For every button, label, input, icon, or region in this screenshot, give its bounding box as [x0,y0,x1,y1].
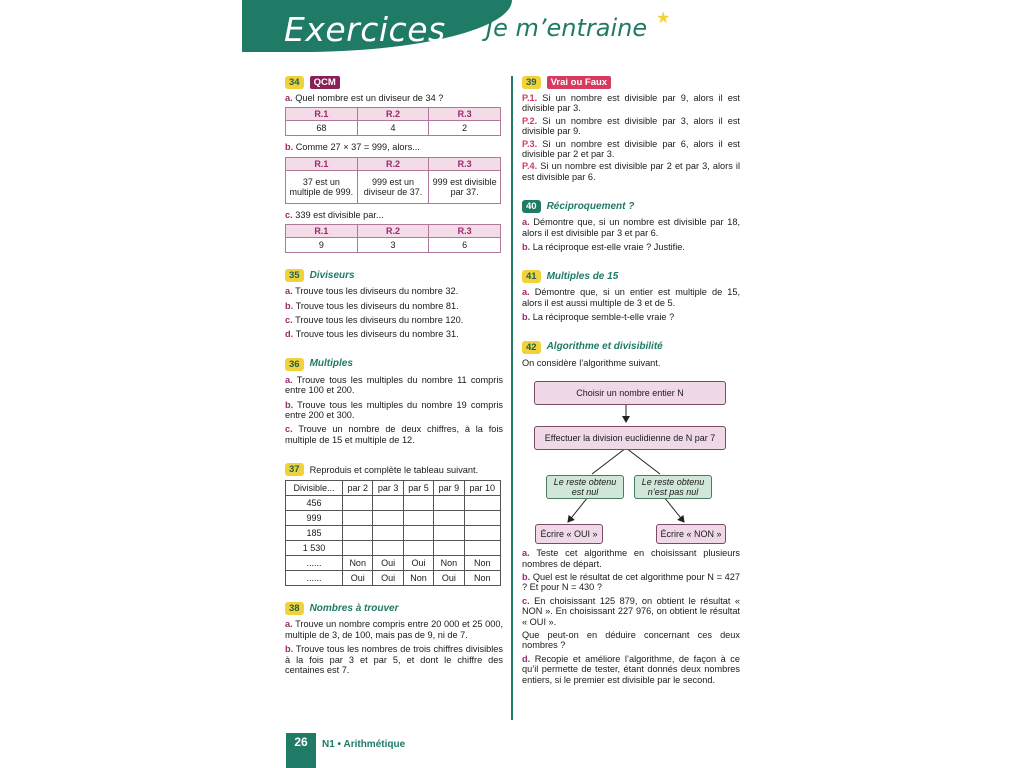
question-text: Comme 27 × 37 = 999, alors... [295,142,420,153]
question-label: a. [285,93,293,103]
table-row [286,496,501,511]
exercise-number: 35 [285,269,304,282]
question-text: Teste cet algorithme en choisissant plusieurs nombres de départ. [522,548,741,569]
exercise-title: Multiples [309,358,353,370]
table-header: par 10 [464,481,500,496]
question-label: a. [522,287,530,298]
exercise-number: 41 [522,270,541,283]
table-cell [373,511,403,526]
question [522,596,740,627]
algorithm-flowchart [522,372,740,540]
exercise-41-header [522,270,740,283]
question [285,301,503,311]
column-divider [511,76,513,720]
question [285,142,503,152]
flow-output-oui: Écrire « OUI » [535,524,603,544]
page-title: Exercices [284,10,446,49]
question [522,287,740,308]
question-label: b. [285,300,294,311]
qcm-header: R.2 [357,157,429,170]
table-cell: 999 [286,511,343,526]
question-label: c. [522,595,530,606]
proposition-label: P.1. [522,93,538,103]
table-cell: 456 [286,496,343,511]
left-column [285,76,503,679]
question [285,93,503,103]
question-text: Trouve un nombre de deux chiffres, à la fois multiple de 15 et multiple de 12. [285,424,503,445]
table-header: par 3 [373,481,403,496]
question [285,210,503,220]
question [285,375,503,396]
table-cell [403,496,433,511]
question [522,572,740,593]
question-text: Que peut-on en déduire concernant ces deux nombres ? [522,629,740,651]
exercise-instruction: Reproduis et complète le tableau suivant. [309,464,479,475]
proposition-text: Si un nombre est divisible par 9, alors il est divisible par 3. [522,93,740,114]
question-text: Trouve tous les multiples du nombre 19 compris entre 200 et 300. [285,399,504,421]
table-cell [343,526,373,541]
question-label: d. [522,653,531,664]
proposition [522,93,740,114]
question-label: a. [285,374,293,385]
question [522,242,740,252]
table-header: Divisible... [286,481,343,496]
exercise-34-header [285,76,503,89]
table-cell [343,541,373,556]
question-label: c. [285,209,293,220]
table-cell: Oui [403,556,433,571]
question-text: 339 est divisible par... [295,209,384,220]
table-cell: Oui [343,571,373,586]
exercise-40-header [522,200,740,213]
question-text: Trouve tous les diviseurs du nombre 120. [295,315,464,326]
flow-condition-zero: Le reste obtenu est nul [546,475,624,499]
question-label: a. [285,619,293,630]
exercise-number: 42 [522,341,541,354]
qcm-header: R.2 [357,108,429,121]
table-row [286,556,501,571]
question-text: Quel nombre est un diviseur de 34 ? [295,93,444,103]
exercise-37-header [285,463,503,476]
question-text: La réciproque semble-t-elle vraie ? [532,312,675,323]
exercise-number: 39 [522,76,541,89]
exercise-42-header [522,341,740,354]
question-label: a. [285,286,293,297]
table-cell: 185 [286,526,343,541]
proposition-text: Si un nombre est divisible par 6, alors il est divisible par 2 et par 3. [522,138,740,160]
table-cell [434,541,464,556]
table-cell: Oui [434,571,464,586]
flow-output-non: Écrire « NON » [656,524,726,544]
question [285,315,503,325]
question-text: Quel est le résultat de cet algorithme pour N = 427 ? Et pour N = 430 ? [522,571,740,593]
exercise-36-header [285,358,503,371]
exercise-39-header [522,76,740,89]
qcm-header: R.3 [429,157,501,170]
question-text: Démontre que, si un nombre est divisible par 18, alors il est divisible par 3 et par 6. [522,217,740,238]
table-row [286,541,501,556]
question [522,630,740,651]
table-row [286,526,501,541]
table-cell: 1 530 [286,541,343,556]
qcm-table-a [285,107,501,136]
table-cell [403,511,433,526]
exercise-38-header [285,602,503,615]
page-subtitle: Je m’entraine [486,14,648,42]
qcm-header: R.3 [429,225,501,238]
question [522,548,740,569]
qcm-answer: 37 est un multiple de 999. [286,170,358,203]
table-cell [403,526,433,541]
table-cell [464,496,500,511]
table-row [286,571,501,586]
table-cell: ...... [286,556,343,571]
table-cell [343,496,373,511]
qcm-answer: 4 [357,121,429,136]
qcm-answer: 999 est un diviseur de 37. [357,170,429,203]
star-icon: ★ [656,10,671,27]
table-cell [434,511,464,526]
proposition-text: Si un nombre est divisible par 2 et par 3, alors il est divisible par 6. [522,161,740,182]
question-label: a. [522,548,530,559]
qcm-header: R.3 [429,108,501,121]
question-text: Trouve tous les diviseurs du nombre 31. [295,329,459,340]
table-header: par 5 [403,481,433,496]
table-cell [373,496,403,511]
exercise-intro: On considère l’algorithme suivant. [522,357,661,368]
question-text: Trouve tous les multiples du nombre 11 compris entre 100 et 200. [285,374,503,396]
question-text: Démontre que, si un entier est multiple de 15, alors il est aussi multiple de 3 et de 5. [522,287,740,308]
exercise-tag: QCM [310,76,340,89]
exercise-number: 40 [522,200,541,213]
divisibility-table [285,480,501,586]
question [285,644,503,675]
flow-step-divide: Effectuer la division euclidienne de N par 7 [534,426,726,450]
table-header: par 2 [343,481,373,496]
question-label: b. [285,399,294,410]
exercise-number: 34 [285,76,304,89]
question [522,312,740,322]
qcm-answer: 68 [286,121,358,136]
question-label: c. [285,424,293,435]
question [285,400,503,421]
table-cell: Non [403,571,433,586]
table-cell [464,511,500,526]
exercise-number: 36 [285,358,304,371]
proposition-label: P.4. [522,161,538,172]
question-text: Trouve un nombre compris entre 20 000 et 25 000, multiple de 3, de 100, mais pas de 9, ni de 7. [285,619,503,640]
qcm-header: R.1 [286,108,358,121]
table-cell: Oui [373,571,403,586]
table-cell [464,541,500,556]
question [285,619,503,640]
proposition-text: Si un nombre est divisible par 3, alors il est divisible par 9. [522,115,740,137]
exercise-35-header [285,269,503,282]
table-cell [343,511,373,526]
exercise-title: Multiples de 15 [546,270,619,282]
question [285,286,503,296]
table-header: par 9 [434,481,464,496]
qcm-header: R.1 [286,225,358,238]
question-label: b. [522,571,531,582]
question-label: b. [522,312,531,323]
exercise-title: Algorithme et divisibilité [546,340,663,352]
question [285,329,503,339]
question-label: b. [522,242,531,253]
question-text: En choisissant 125 879, on obtient le résultat « NON ». En choisissant 227 976, on obtient le résultat « OUI ». [522,595,741,627]
table-cell: Non [464,571,500,586]
qcm-answer: 3 [357,238,429,253]
table-cell: Non [464,556,500,571]
table-cell [464,526,500,541]
exercise-title: Nombres à trouver [309,602,399,614]
proposition [522,139,740,160]
table-cell: Non [343,556,373,571]
qcm-answer: 6 [429,238,501,253]
proposition-label: P.3. [522,138,538,149]
table-cell [403,541,433,556]
flow-step-choose: Choisir un nombre entier N [534,381,726,405]
question-label: a. [522,217,530,228]
flow-condition-nonzero: Le reste obtenu n’est pas nul [634,475,712,499]
proposition-label: P.2. [522,115,538,126]
question [522,654,740,685]
question-label: b. [285,142,294,153]
question [285,424,503,445]
table-cell [373,541,403,556]
table-cell [434,526,464,541]
table-cell: Oui [373,556,403,571]
question-text: Trouve tous les diviseurs du nombre 32. [295,286,459,297]
table-cell: ...... [286,571,343,586]
question-text: Trouve tous les nombres de trois chiffres divisibles à la fois par 3 et par 5, et dont le chiffre des centaines est 7. [285,644,503,675]
exercise-title: Réciproquement ? [546,200,635,212]
qcm-answer: 2 [429,121,501,136]
table-cell [434,496,464,511]
proposition [522,161,740,182]
question [522,217,740,238]
exercise-title: Diviseurs [309,269,355,281]
table-row [286,511,501,526]
qcm-table-c [285,224,501,253]
question-text: Recopie et améliore l’algorithme, de façon à ce qu’il permette de tester, étant donnés deux nombres entiers, si le premier est divisible par le second. [522,653,740,685]
qcm-answer: 9 [286,238,358,253]
qcm-header: R.1 [286,157,358,170]
question-text: La réciproque est-elle vraie ? Justifie. [532,242,685,253]
exercise-number: 37 [285,463,304,476]
qcm-answer: 999 est divisible par 37. [429,170,501,203]
table-cell [373,526,403,541]
question-text: Trouve tous les diviseurs du nombre 81. [295,300,459,311]
question-label: c. [285,315,293,326]
table-cell: Non [434,556,464,571]
qcm-header: R.2 [357,225,429,238]
question-label: d. [285,329,294,340]
page-number: 26 [294,735,308,749]
proposition [522,116,740,137]
chapter-label: N1 • Arithmétique [322,739,406,750]
qcm-table-b [285,157,501,204]
exercise-number: 38 [285,602,304,615]
exercise-tag: Vrai ou Faux [547,76,612,89]
question-label: b. [285,644,294,655]
right-column [522,76,740,689]
